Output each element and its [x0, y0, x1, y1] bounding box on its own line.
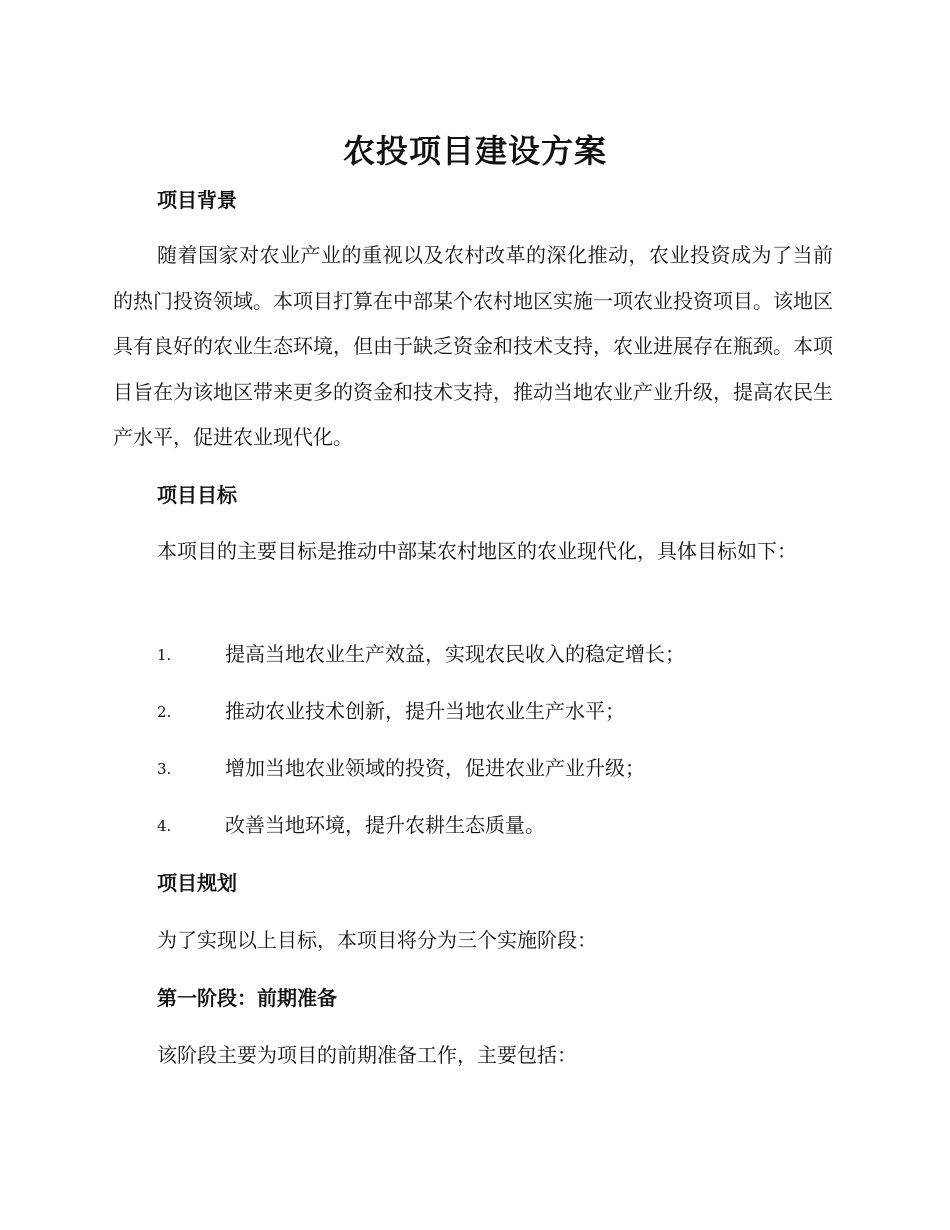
planning-intro-text: 为了实现以上目标，本项目将分为三个实施阶段：	[157, 928, 597, 952]
phase1-heading: 第一阶段：前期准备	[157, 986, 337, 1010]
section-heading-planning: 项目规划	[157, 871, 237, 895]
list-item-text: 增加当地农业领域的投资，促进农业产业升级；	[225, 756, 645, 780]
list-item-text: 提高当地农业生产效益，实现农民收入的稳定增长；	[225, 642, 685, 666]
background-paragraph: 随着国家对农业产业的重视以及农村改革的深化推动，农业投资成为了当前的热门投资领域。本项目打算在中部某个农村地区实施一项农业投资项目。该地区具有良好的农业生态环境，但由于缺乏资金和技术支持，农业进展存在瓶颈。本项目旨在为该地区带来更多的资金和技术支持，推动当地农业产业升级，提高农民生产水平，促进农业现代化。	[113, 243, 833, 449]
goals-intro-paragraph: 本项目的主要目标是推动中部某农村地区的农业现代化，具体目标如下：	[157, 539, 797, 563]
list-item-text: 推动农业技术创新，提升当地农业生产水平；	[225, 699, 625, 723]
phase1-text: 该阶段主要为项目的前期准备工作，主要包括：	[157, 1043, 577, 1067]
list-item-number: 1.	[157, 646, 172, 664]
list-item-text: 改善当地环境，提升农耕生态质量。	[225, 813, 545, 837]
list-item-number: 2.	[157, 703, 172, 721]
list-item-number: 3.	[157, 760, 172, 778]
list-item-number: 4.	[157, 817, 172, 835]
section-heading-goals: 项目目标	[157, 483, 237, 507]
document-title: 农投项目建设方案	[342, 132, 607, 170]
section-heading-background: 项目背景	[157, 188, 237, 212]
